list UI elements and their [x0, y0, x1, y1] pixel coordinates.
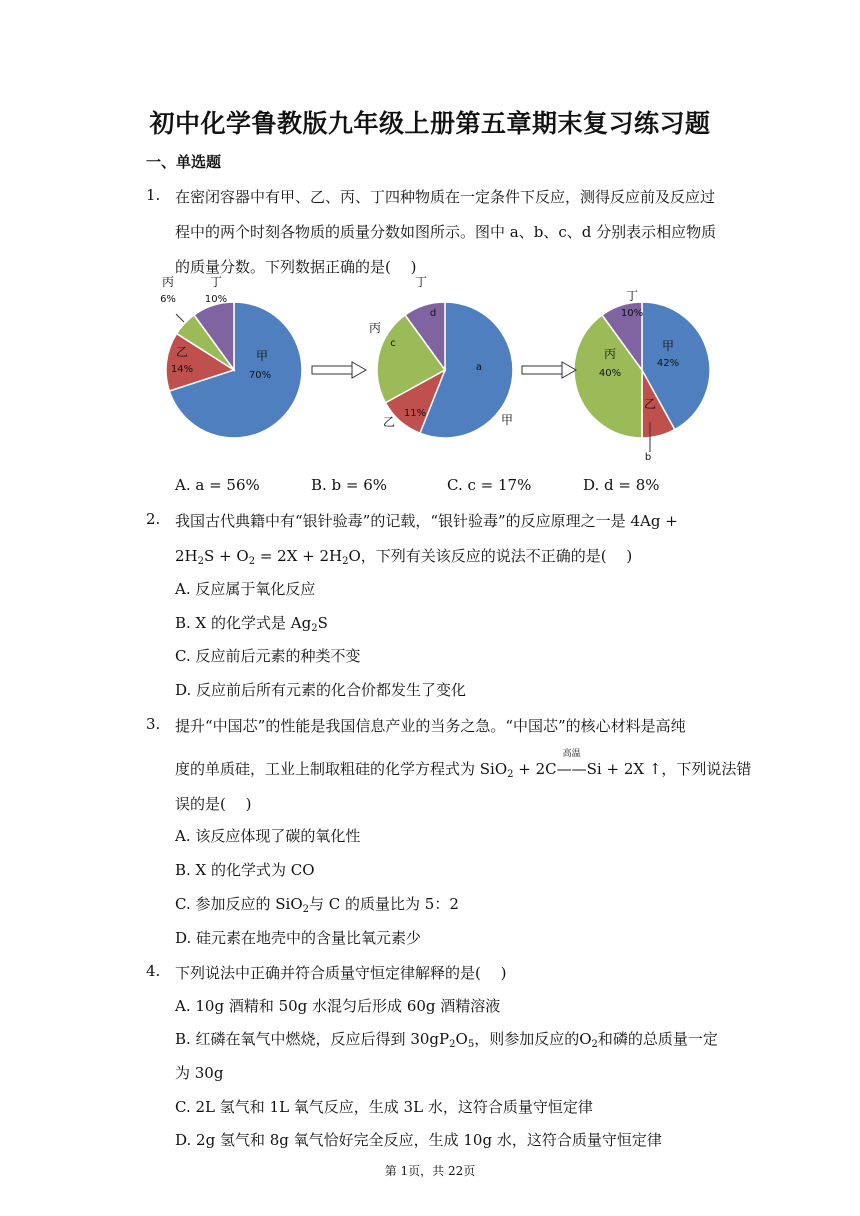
pie1-category-label-bing: 丙 — [161, 275, 175, 289]
pie2-value-label-yi: 11% — [403, 408, 427, 419]
q1-text-line1: 在密闭容器中有甲、乙、丙、丁四种物质在一定条件下反应，测得反应前及反应过 — [175, 188, 716, 206]
q1-option-c: C. c = 17% — [447, 476, 532, 494]
pie3-category-label-bing: 丙 — [603, 347, 617, 361]
page-footer: 第 1页，共 22页 — [384, 1164, 476, 1178]
pie2-category-label-yi: 乙 — [382, 415, 396, 429]
q4-text-line1: 下列说法中正确并符合质量守恒定律解释的是( ) — [175, 964, 507, 982]
pie3-value-label-yi: b — [644, 452, 652, 463]
pie3-category-label-ding: 丁 — [625, 289, 639, 303]
q3-text-line2: 度的单质硅，工业上制取粗硅的化学方程式为 SiO$_2$ + 2C 高温 ——Si + 2X ↑，下列说法错 — [175, 749, 752, 780]
pie2-category-label-jia: 甲 — [500, 413, 514, 427]
pie1-category-label-ding: 丁 — [209, 275, 223, 289]
q4-number: 4. — [146, 962, 161, 980]
pie3-value-label-ding: 10% — [620, 308, 644, 319]
q1-text-line2: 程中的两个时刻各物质的质量分数如图所示。图中 a、b、c、d 分别表示相应物质 — [175, 223, 717, 241]
q4-option-b: B. 红磷在氧气中燃烧，反应后得到 $30gP_2O_5$，则参加反应的$O_2$和磷的总质量一定 — [175, 1030, 718, 1050]
section-heading: 一、单选题 — [146, 153, 222, 171]
arrow-2-to-3 — [522, 362, 576, 378]
q2-option-c: C. 反应前后元素的种类不变 — [175, 647, 361, 665]
pie1-value-label-yi: 14% — [170, 364, 194, 375]
q1-option-d: D. d = 8% — [583, 476, 660, 494]
pie1-category-label-jia: 甲 — [255, 349, 269, 363]
q1-number: 1. — [146, 186, 161, 204]
reaction-arrow: 高温 —— — [556, 749, 587, 778]
q2-option-d: D. 反应前后所有元素的化合价都发生了变化 — [175, 681, 467, 699]
pie1-bing-leader-line — [176, 314, 184, 322]
pie2-category-label-ding: 丁 — [414, 275, 428, 289]
pie2-value-label-jia: a — [475, 362, 483, 373]
q1-option-a: A. a = 56% — [175, 476, 260, 494]
q3-text-line3: 误的是( ) — [175, 795, 252, 813]
pie1-value-label-ding: 10% — [204, 294, 228, 305]
arrow-1-to-2 — [312, 362, 366, 378]
q3-option-c: C. 参加反应的 SiO$_2$与 C 的质量比为 5：2 — [175, 895, 459, 915]
q3-option-b: B. X 的化学式为 CO — [175, 861, 315, 879]
pie2-value-label-ding: d — [429, 308, 437, 319]
pie3-value-label-jia: 42% — [656, 358, 680, 369]
q1-option-b: B. b = 6% — [311, 476, 388, 494]
pie3-category-label-jia: 甲 — [661, 339, 675, 353]
q2-option-b: B. X 的化学式是 $Ag_2S$ — [175, 614, 328, 634]
q4-option-c: C. 2L 氢气和 1L 氧气反应，生成 3L 水，这符合质量守恒定律 — [175, 1098, 593, 1116]
q2-number: 2. — [146, 510, 161, 528]
q3-text-line1: 提升“中国芯”的性能是我国信息产业的当务之急。“中国芯”的核心材料是高纯 — [175, 717, 686, 735]
q4-option-d: D. 2g 氢气和 8g 氧气恰好完全反应，生成 10g 水，这符合质量守恒定律 — [175, 1131, 662, 1149]
pie-charts-svg — [150, 275, 720, 470]
pie1-value-label-bing: 6% — [160, 294, 176, 305]
pie-charts-figure — [150, 275, 720, 470]
q3-number: 3. — [146, 715, 161, 733]
page-title: 初中化学鲁教版九年级上册第五章期末复习练习题 — [149, 109, 711, 138]
pie3-value-label-bing: 40% — [598, 368, 622, 379]
pie1-category-label-yi: 乙 — [175, 345, 189, 359]
pie1-value-label-jia: 70% — [248, 370, 272, 381]
q3-option-d: D. 硅元素在地壳中的含量比氧元素少 — [175, 929, 422, 947]
pie3-category-label-yi: 乙 — [643, 397, 657, 411]
pie2-category-label-bing: 丙 — [368, 321, 382, 335]
q2-text-line1: 我国古代典籍中有“银针验毒”的记载，“银针验毒”的反应原理之一是 4Ag + — [175, 512, 678, 530]
q4-option-b-line2: 为 30g — [175, 1064, 224, 1082]
pie2-value-label-bing: c — [390, 338, 396, 349]
q3-option-a: A. 该反应体现了碳的氧化性 — [175, 827, 361, 845]
q2-option-a: A. 反应属于氧化反应 — [175, 580, 316, 598]
q1-text-line3: 的质量分数。下列数据正确的是( ) — [175, 258, 417, 276]
q2-text-line2: $2H_2S + O_2 = 2X + 2H_2O$，下列有关该反应的说法不正确的是( ) — [175, 547, 633, 567]
q4-option-a: A. 10g 酒精和 50g 水混匀后形成 60g 酒精溶液 — [175, 997, 501, 1015]
